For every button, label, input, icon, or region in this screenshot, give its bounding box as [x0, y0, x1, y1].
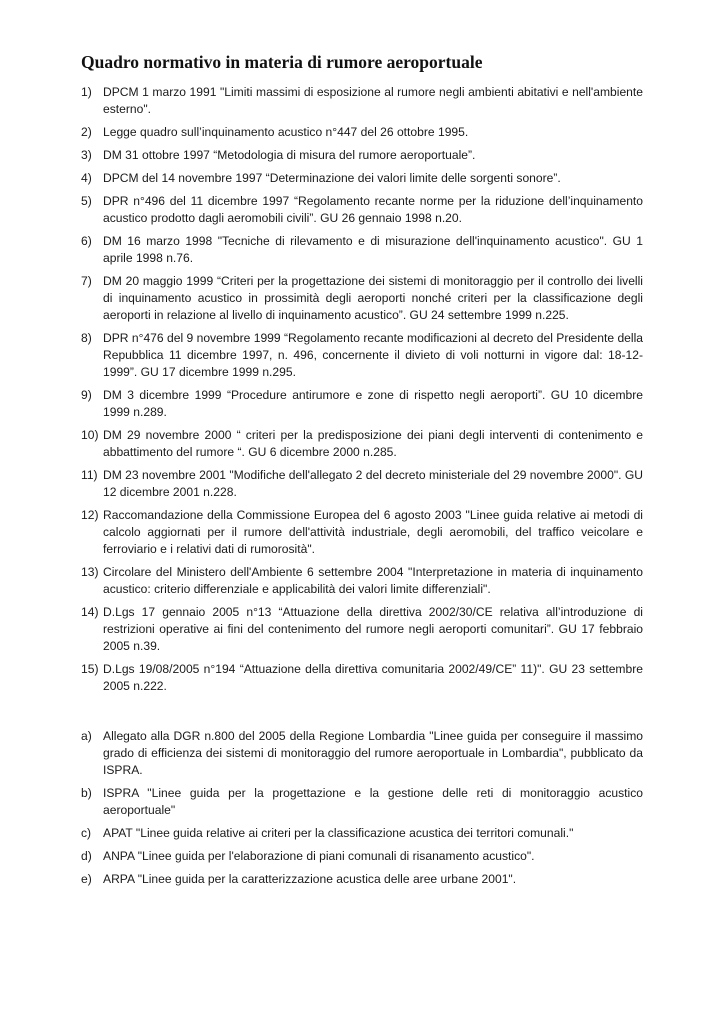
list-item	[81, 170, 643, 187]
laws-list	[81, 84, 643, 695]
list-item	[81, 273, 643, 324]
list-item	[81, 193, 643, 227]
item-letter: d)	[81, 849, 92, 863]
item-number: 4)	[81, 171, 92, 185]
item-number: 14)	[81, 605, 99, 619]
item-number: 1)	[81, 85, 92, 99]
item-text: ARPA "Linee guida per la caratterizzazione acustica delle aree urbane 2001".	[103, 872, 517, 886]
item-number: 13)	[81, 565, 99, 579]
list-item	[81, 387, 643, 421]
list-item	[81, 147, 643, 164]
list-item	[81, 330, 643, 381]
item-text: DM 31 ottobre 1997 “Metodologia di misura del rumore aeroportuale”.	[103, 148, 476, 162]
item-number: 5)	[81, 194, 92, 208]
item-text: DPCM 1 marzo 1991 "Limiti massimi di esposizione al rumore negli ambienti abitativi e nell'ambiente esterno".	[103, 85, 643, 116]
item-number: 15)	[81, 662, 99, 676]
item-text: ANPA "Linee guida per l'elaborazione di piani comunali di risanamento acustico".	[103, 849, 535, 863]
list-item	[81, 467, 643, 501]
item-text: DPR n°476 del 9 novembre 1999 “Regolamento recante modificazioni al decreto del Presidente della Repubblica 11 dicembre 1997, n. 496, concernente il divieto di voli notturni in vigore dal: 18-12-1999”. GU 17 dicembre 1999 n.295.	[103, 331, 643, 379]
item-number: 3)	[81, 148, 92, 162]
list-item	[81, 825, 643, 842]
list-item	[81, 604, 643, 655]
item-number: 12)	[81, 508, 99, 522]
item-text: DM 20 maggio 1999 “Criteri per la progettazione dei sistemi di monitoraggio per il controllo dei livelli di inquinamento acustico in prossimità degli aeroporti nonché criteri per la classificazione degli aeroporti in relazione al livello di inquinamento acustico”. GU 24 settembre 1999 n.225.	[103, 274, 643, 322]
list-item	[81, 564, 643, 598]
list-item	[81, 848, 643, 865]
item-text: DM 23 novembre 2001 "Modifiche dell'allegato 2 del decreto ministeriale del 29 novembre 2000". GU 12 dicembre 2001 n.228.	[103, 468, 643, 499]
item-text: APAT "Linee guida relative ai criteri per la classificazione acustica dei territori comunali."	[103, 826, 574, 840]
section-gap	[81, 701, 643, 728]
item-text: DM 16 marzo 1998 "Tecniche di rilevamento e di misurazione dell'inquinamento acustico". GU 1 aprile 1998 n.76.	[103, 234, 643, 265]
item-text: Circolare del Ministero dell'Ambiente 6 settembre 2004 "Interpretazione in materia di inquinamento acustico: criterio differenziale e applicabilità dei valori limite differenziali".	[103, 565, 643, 596]
item-number: 9)	[81, 388, 92, 402]
item-text: Legge quadro sull’inquinamento acustico n°447 del 26 ottobre 1995.	[103, 125, 469, 139]
item-text: D.Lgs 17 gennaio 2005 n°13 “Attuazione della direttiva 2002/30/CE relativa all’introduzione di restrizioni operative ai fini del contenimento del rumore negli aeroporti comunitari”. GU 17 febbraio 2005 n.39.	[103, 605, 643, 653]
list-item	[81, 661, 643, 695]
list-item	[81, 728, 643, 779]
guidelines-list	[81, 728, 643, 888]
item-text: D.Lgs 19/08/2005 n°194 “Attuazione della direttiva comunitaria 2002/49/CE” 11)". GU 23 settembre 2005 n.222.	[103, 662, 643, 693]
item-text: DPCM del 14 novembre 1997 “Determinazione dei valori limite delle sorgenti sonore”.	[103, 171, 561, 185]
list-item	[81, 785, 643, 819]
item-number: 8)	[81, 331, 92, 345]
item-text: Raccomandazione della Commissione Europea del 6 agosto 2003 "Linee guida relative ai metodi di calcolo aggiornati per il rumore dell'attività industriale, degli aeromobili, del traffico veicolare e ferroviario e i relativi dati di rumorosità".	[103, 508, 643, 556]
page-title: Quadro normativo in materia di rumore aeroportuale	[81, 52, 483, 72]
item-letter: c)	[81, 826, 92, 840]
list-item	[81, 84, 643, 118]
item-letter: a)	[81, 729, 92, 743]
item-text: Allegato alla DGR n.800 del 2005 della Regione Lombardia "Linee guida per conseguire il massimo grado di efficienza dei sistemi di monitoraggio del rumore aeroportuale in Lombardia", pubblicato da ISPRA.	[103, 729, 643, 777]
item-text: DM 3 dicembre 1999 “Procedure antirumore e zone di rispetto negli aeroporti”. GU 10 dicembre 1999 n.289.	[103, 388, 643, 419]
list-item	[81, 233, 643, 267]
item-text: ISPRA "Linee guida per la progettazione e la gestione delle reti di monitoraggio acustico aeroportuale"	[103, 786, 643, 817]
item-number: 11)	[81, 468, 98, 482]
item-text: DPR n°496 del 11 dicembre 1997 “Regolamento recante norme per la riduzione dell’inquinamento acustico prodotto dagli aeromobili civili”. GU 26 gennaio 1998 n.20.	[103, 194, 643, 225]
item-letter: b)	[81, 786, 92, 800]
item-number: 7)	[81, 274, 92, 288]
item-letter: e)	[81, 872, 92, 886]
item-number: 6)	[81, 234, 92, 248]
item-number: 10)	[81, 428, 99, 442]
list-item	[81, 507, 643, 558]
item-text: DM 29 novembre 2000 “ criteri per la predisposizione dei piani degli interventi di contenimento e abbattimento del rumore “. GU 6 dicembre 2000 n.285.	[103, 428, 643, 459]
item-number: 2)	[81, 125, 92, 139]
list-item	[81, 427, 643, 461]
list-item	[81, 871, 643, 888]
list-item	[81, 124, 643, 141]
